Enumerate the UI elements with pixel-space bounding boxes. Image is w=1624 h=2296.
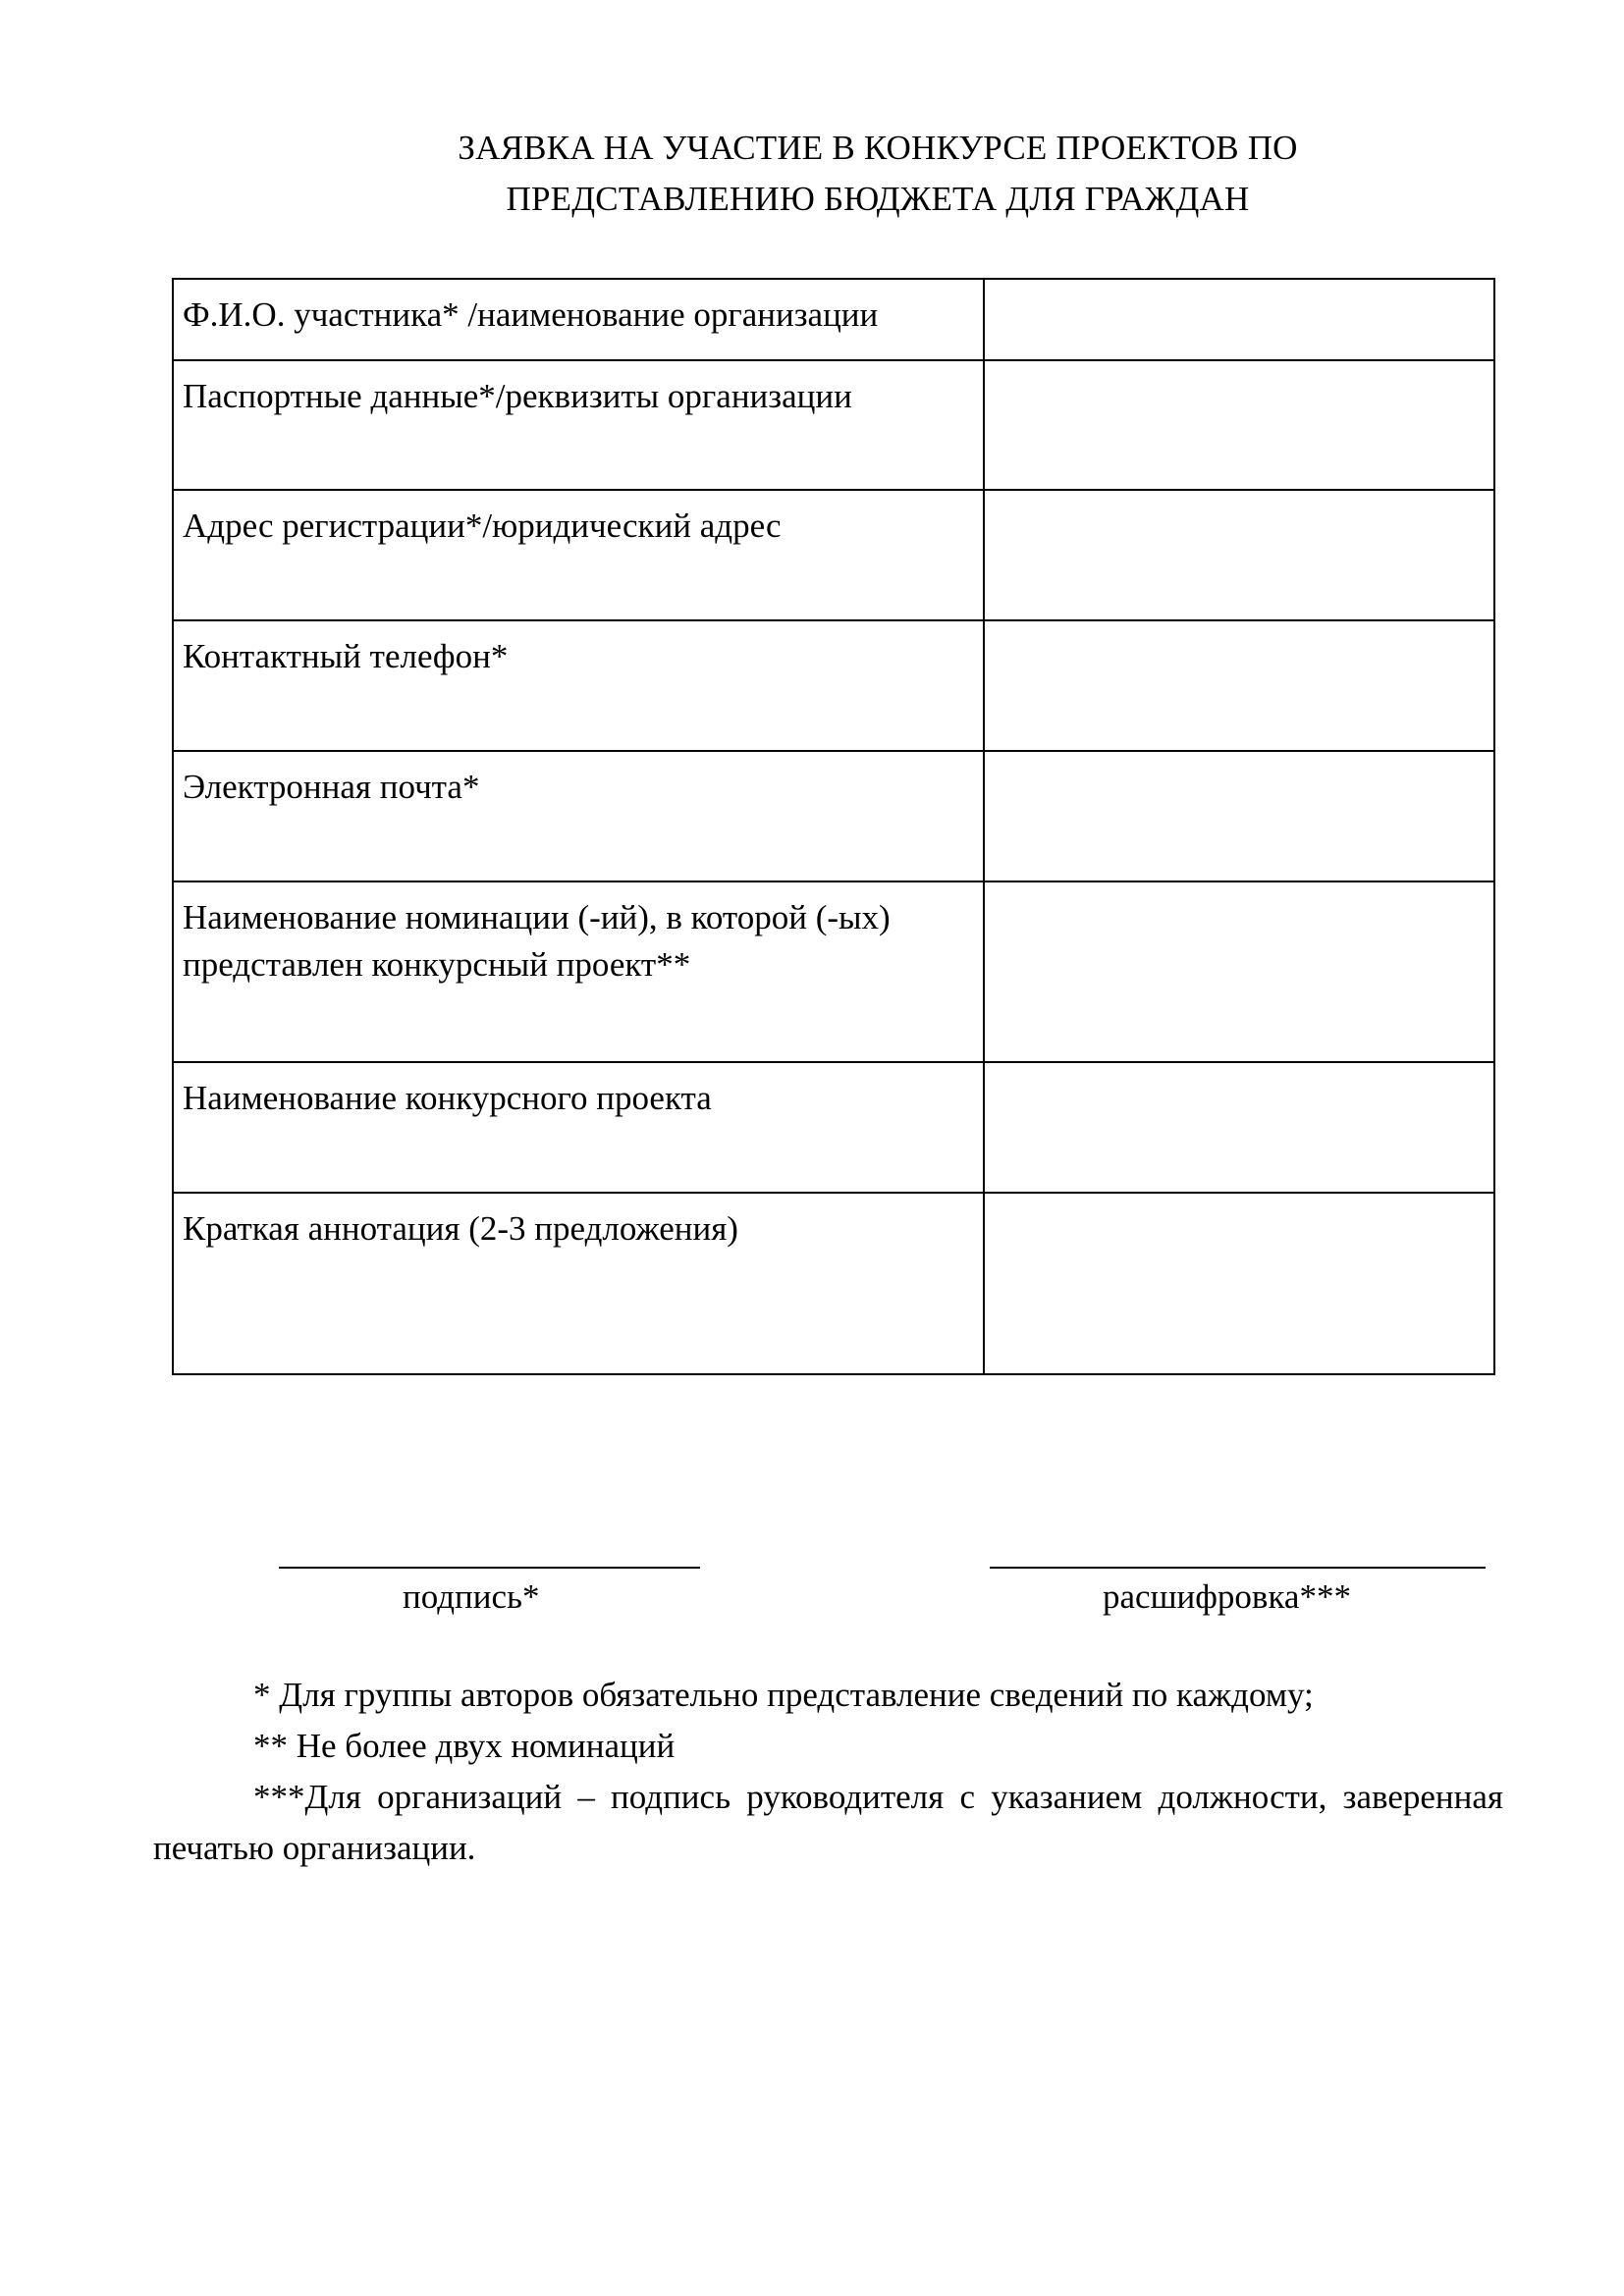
field-label-email: Электронная почта*: [173, 751, 984, 881]
footnote-organizations: ***Для организаций – подпись руководителя с указанием должности, заверенная печатью организации.: [153, 1778, 1503, 1867]
field-value-project-name[interactable]: [984, 1062, 1494, 1193]
signature-decode-line[interactable]: [990, 1567, 1486, 1569]
table-row: [173, 279, 1494, 360]
field-label-passport: Паспортные данные*/реквизиты организации: [173, 360, 984, 490]
table-row: [173, 1062, 1494, 1193]
field-value-full-name[interactable]: [984, 279, 1494, 360]
table-row: [173, 490, 1494, 620]
signature-caption: подпись*: [403, 1577, 540, 1616]
table-row: [173, 1193, 1494, 1374]
field-label-phone: Контактный телефон*: [173, 620, 984, 751]
table-row: [173, 881, 1494, 1062]
signature-line[interactable]: [279, 1567, 700, 1569]
field-value-phone[interactable]: [984, 620, 1494, 751]
field-value-address[interactable]: [984, 490, 1494, 620]
field-label-full-name: Ф.И.О. участника* /наименование организации: [173, 279, 984, 360]
field-label-project-name: Наименование конкурсного проекта: [173, 1062, 984, 1193]
footnote-authors-group: * Для группы авторов обязательно представление сведений по каждому;: [253, 1676, 1314, 1714]
footnotes: [153, 1670, 1503, 1874]
field-value-annotation[interactable]: [984, 1193, 1494, 1374]
table-row: [173, 751, 1494, 881]
field-label-address: Адрес регистрации*/юридический адрес: [173, 490, 984, 620]
footnote-nominations: ** Не более двух номинаций: [253, 1727, 676, 1765]
table-row: [173, 620, 1494, 751]
field-value-passport[interactable]: [984, 360, 1494, 490]
table-row: [173, 360, 1494, 490]
application-form-table: [172, 278, 1495, 1375]
signature-decode-caption: расшифровка***: [1103, 1577, 1351, 1616]
field-label-annotation: Краткая аннотация (2-3 предложения): [173, 1193, 984, 1374]
field-value-nomination[interactable]: [984, 881, 1494, 1062]
field-value-email[interactable]: [984, 751, 1494, 881]
form-title-line-2: ПРЕДСТАВЛЕНИЮ БЮДЖЕТА ДЛЯ ГРАЖДАН: [506, 180, 1250, 218]
field-label-nomination: Наименование номинации (-ий), в которой (-ых) представлен конкурсный проект**: [173, 881, 984, 1062]
form-title-line-1: ЗАЯВКА НА УЧАСТИЕ В КОНКУРСЕ ПРОЕКТОВ ПО: [458, 129, 1298, 167]
